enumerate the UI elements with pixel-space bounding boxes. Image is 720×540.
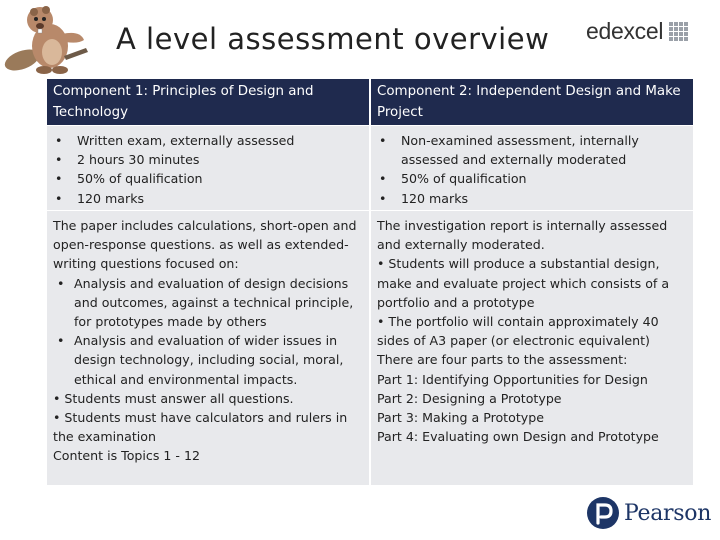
- component-2-line: • Students will produce a substantial design, make and evaluate project which consists of a portfolio and a prototype: [377, 256, 670, 310]
- list-item: • 120 marks: [377, 189, 687, 208]
- component-1-header: Component 1: Principles of Design and Technology: [47, 79, 369, 125]
- component-2-line: • The portfolio will contain approximately 40 sides of A3 paper (or electronic equivalent): [377, 314, 659, 349]
- component-1-note: • Students must have calculators and rulers in the examination: [53, 410, 348, 445]
- component-2-details-cell: [371, 211, 693, 485]
- component-1-note: • Students must answer all questions.: [53, 390, 294, 406]
- pearson-p-icon: [586, 496, 620, 530]
- component-1-summary-cell: [47, 126, 369, 210]
- list-item: • Analysis and evaluation of design decisions and outcomes, against a technical principle, for prototypes made by others: [53, 274, 363, 332]
- component-2-line: The investigation report is internally assessed and externally moderated.: [377, 218, 668, 253]
- list-item: • 2 hours 30 minutes: [53, 150, 363, 169]
- slide-title: A level assessment overview: [116, 22, 550, 56]
- component-2-line: Part 3: Making a Prototype: [377, 410, 544, 426]
- component-2-line: Part 4: Evaluating own Design and Prototype: [377, 429, 659, 445]
- component-2-line: Part 1: Identifying Opportunities for Design: [377, 371, 648, 387]
- component-2-line: There are four parts to the assessment:: [377, 352, 628, 368]
- edexcel-logo: [586, 20, 688, 43]
- list-item: • Analysis and evaluation of wider issues in design technology, including social, moral, ethical and environmental impacts.: [53, 331, 363, 389]
- pearson-logo: [586, 496, 711, 530]
- component-1-focus-list: [53, 274, 363, 389]
- edexcel-wordmark: edexcel: [586, 18, 664, 44]
- component-1-details-cell: [47, 211, 369, 485]
- component-1-intro: The paper includes calculations, short-open and open-response questions. as well as extended-writing questions focused on:: [53, 218, 357, 272]
- list-item: • Written exam, externally assessed: [53, 131, 363, 150]
- component-1-note: Content is Topics 1 - 12: [53, 448, 200, 464]
- list-item: • Non-examined assessment, internally assessed and externally moderated: [377, 131, 687, 169]
- pearson-wordmark: Pearson: [624, 500, 712, 526]
- component-2-header: Component 2: Independent Design and Make Project: [371, 79, 693, 125]
- list-item: • 50% of qualification: [53, 169, 363, 188]
- list-item: • 50% of qualification: [377, 169, 687, 188]
- assessment-table: [47, 79, 693, 485]
- component-2-line: Part 2: Designing a Prototype: [377, 390, 562, 406]
- edexcel-grid-icon: [669, 22, 688, 41]
- component-2-summary-list: [377, 131, 687, 208]
- component-2-summary-cell: [371, 126, 693, 210]
- beaver-mascot-image: [0, 0, 100, 78]
- list-item: • 120 marks: [53, 189, 363, 208]
- component-1-summary-list: [53, 131, 363, 208]
